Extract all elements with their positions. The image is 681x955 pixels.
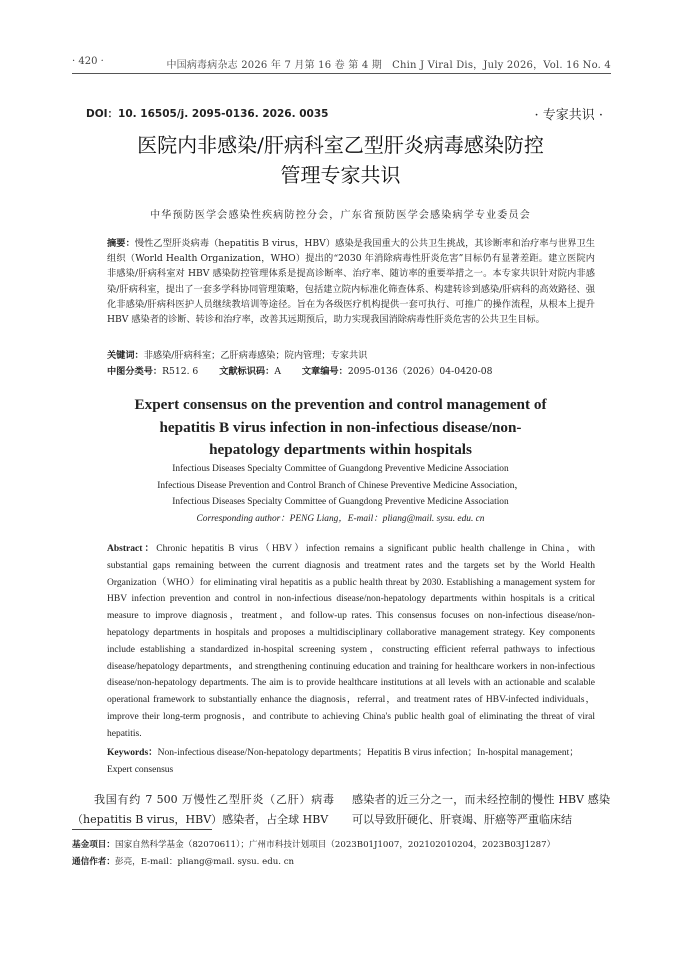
- body-left-column: 我国有约 7 500 万慢性乙型肝炎（乙肝）病毒（hepatitis B virus，HBV）感染者，占全球 HBV: [72, 793, 334, 826]
- english-title-line-2: hepatitis B virus infection in non-infectious disease/non-: [159, 418, 522, 436]
- footnote-rule: [72, 829, 212, 830]
- chinese-keywords-text: 非感染/肝病科室；乙肝病毒感染；院内管理；专家共识: [143, 350, 368, 361]
- doc-code-value: A: [274, 366, 281, 377]
- chinese-abstract: [107, 236, 595, 327]
- chinese-abstract-text: 慢性乙型肝炎病毒（hepatitis B virus，HBV）感染是我国重大的公共卫生挑战，其诊断率和治疗率与世界卫生组织（World Health Organization，WHO）提出的“2030 年消除病毒性肝炎危害”目标仍有显著差距。建立医院内非感染/肝病科室对 HBV 感染防控管理体系是提高诊断率、治疗率、随访率的重要举措之一。本专家共识针对院内非感染/肝病科室，提出了一套多学科协同管理策略，包括建立院内标准化筛查体系、构建转诊到感染/肝病科的高效路径、强化非感染/肝病科医护人员继续教培训等途径。旨在为各级医疗机构提供一套可执行、可推广的操作流程，从根本上提升 HBV 感染者的诊断、转诊和治疗率，改善其远期预后，助力实现我国消除病毒性肝炎危害的公共卫生目标。: [107, 238, 595, 326]
- page-number: · 420 ·: [72, 56, 104, 67]
- english-abstract-label: Abstract：: [107, 544, 157, 554]
- chinese-keywords-label: 关键词：: [107, 350, 144, 361]
- affiliation-2: Infectious Disease Prevention and Control Branch of Chinese Preventive Medicine Association，: [157, 480, 524, 491]
- article-no-value: 2095-0136（2026）04-0420-08: [347, 366, 493, 377]
- english-title: [96, 394, 585, 462]
- running-header: [72, 56, 611, 74]
- body-right-column: 感染者的近三分之一，而未经控制的慢性 HBV 感染可以导致肝硬化、肝衰竭、肝癌等严重临床结: [352, 793, 610, 826]
- doc-code-label: 文献标识码：: [219, 366, 275, 377]
- affiliation-3: Infectious Diseases Specialty Committee of Guangdong Preventive Medicine Association: [172, 497, 509, 507]
- chinese-authors: 中华预防医学会感染性疾病防控分会，广东省预防医学会感染病学专业委员会: [150, 210, 531, 221]
- section-tag: · 专家共识 ·: [534, 108, 603, 123]
- english-title-line-1: Expert consensus on the prevention and control management of: [134, 396, 547, 413]
- correspondence-footnote: [72, 855, 611, 867]
- classification-line: [107, 363, 595, 377]
- correspondence-label: 通信作者：: [72, 857, 115, 867]
- funding-text: 国家自然科学基金（82070611）；广州市科技计划项目（2023B01J1007，202102010204，2023B03J1287）: [114, 840, 556, 850]
- english-keywords: [107, 745, 595, 779]
- funding-label: 基金项目：: [72, 840, 115, 850]
- header-rule: [72, 73, 611, 74]
- funding-footnote: [72, 838, 611, 850]
- journal-info: 中国病毒病杂志 2026 年 7 月第 16 卷 第 4 期 Chin J Viral Dis，July 2026，Vol. 16 No. 4: [166, 60, 611, 71]
- english-affiliations: [90, 461, 591, 527]
- chinese-keywords: [107, 347, 595, 361]
- clc-value: R512. 6: [162, 366, 199, 377]
- english-keywords-text: Non-infectious disease/Non-hepatology departments；Hepatitis B virus infection；In-hospital management；Expert consensus: [107, 748, 579, 775]
- article-no-label: 文章编号：: [301, 366, 348, 377]
- clc-label: 中图分类号：: [107, 366, 163, 377]
- chinese-title: [80, 130, 601, 190]
- english-abstract: [107, 541, 595, 743]
- chinese-title-line-2: 管理专家共识: [280, 163, 401, 187]
- chinese-abstract-label: 摘要：: [107, 238, 135, 249]
- english-title-line-3: hepatology departments within hospitals: [209, 441, 472, 458]
- english-abstract-text: Chronic hepatitis B virus（HBV）infection remains a significant public health challenge in China，with substantial gaps remaining between the current diagnosis and treatment rates and the targets set by the World Health Organization（WHO）for eliminating viral hepatitis as a public health threat by 2030. Establishing a management system for HBV infection prevention and control in non-infectious disease/non-hepatology departments within hospitals is a critical measure to improve diagnosis，treatment，and follow-up rates. This consensus focuses on non-infectious disease/non-hepatology departments in hospitals and proposes a multidisciplinary collaborative management strategy. Key components include establishing a standardized in-hospital screening system，constructing efficient referral pathways to infectious disease/hepatology departments，and strengthening continuing education and training for healthcare workers in non-infectious disease/non-hepatology departments. The aim is to provide healthcare institutions at all levels with an actionable and scalable operational framework to substantially enhance the diagnosis，referral，and treatment rates of HBV-infected individuals，improve their long-term prognosis，and contribute to achieving China's public health goal of eliminating the threat of viral hepatitis.: [107, 544, 595, 739]
- english-keywords-label: Keywords：: [107, 748, 158, 758]
- doi[interactable]: DOI：10. 16505/j. 2095-0136. 2026. 0035: [86, 108, 329, 120]
- corresponding-author: Corresponding author：PENG Liang，E-mail：pliang@mail. sysu. edu. cn: [196, 513, 485, 524]
- correspondence-text: 彭亮，E-mail：pliang@mail. sysu. edu. cn: [114, 857, 295, 867]
- affiliation-1: Infectious Diseases Specialty Committee of Guangdong Preventive Medicine Association: [172, 464, 509, 474]
- chinese-title-line-1: 医院内非感染/肝病科室乙型肝炎病毒感染防控: [137, 133, 544, 157]
